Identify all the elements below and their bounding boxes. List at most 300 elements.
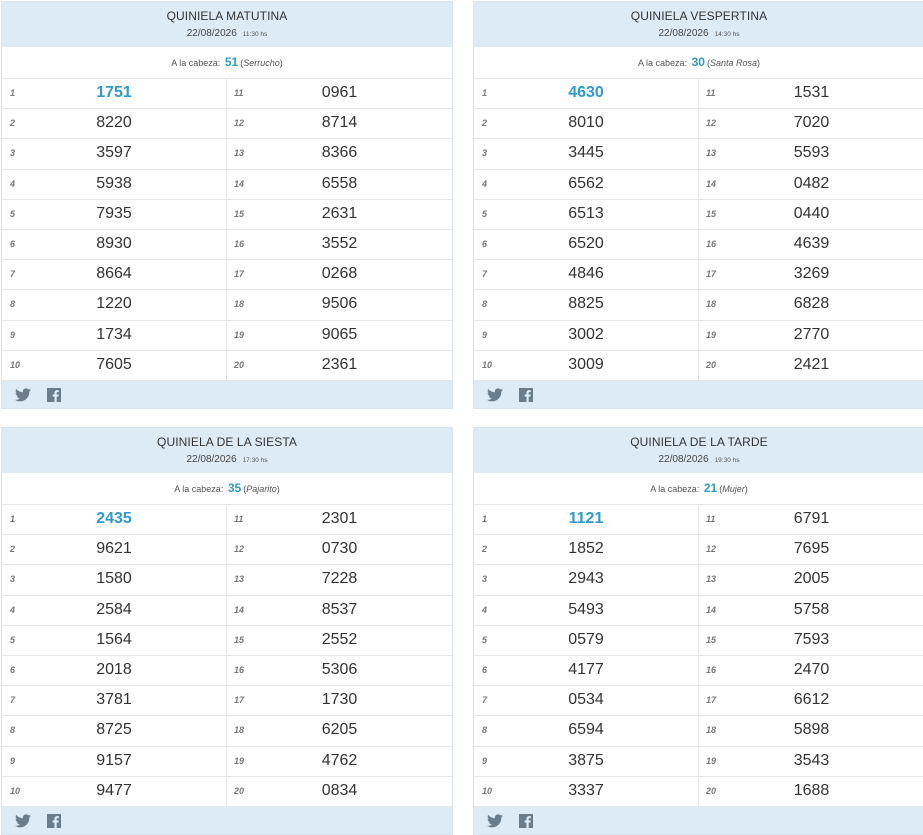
position-number: 4 bbox=[482, 178, 488, 189]
position-number: 13 bbox=[234, 148, 245, 159]
result-row bbox=[474, 626, 923, 656]
position-number: 10 bbox=[482, 785, 493, 796]
result-row bbox=[474, 170, 923, 200]
results-table bbox=[474, 505, 923, 807]
result-number: 7020 bbox=[793, 114, 830, 132]
position-number: 11 bbox=[234, 88, 244, 98]
position-number: 19 bbox=[706, 329, 717, 340]
result-cell bbox=[474, 260, 699, 289]
card-date: 22/08/2026 bbox=[186, 454, 237, 465]
result-number: 2552 bbox=[321, 630, 358, 648]
cabeza-number: 30 bbox=[691, 55, 705, 69]
result-number: 3002 bbox=[568, 325, 604, 343]
result-number: 0482 bbox=[793, 174, 830, 192]
result-cell bbox=[474, 230, 699, 259]
result-number: 6612 bbox=[793, 691, 830, 709]
result-number: 2018 bbox=[96, 660, 132, 678]
position-number: 9 bbox=[10, 329, 16, 340]
result-number: 6558 bbox=[321, 174, 358, 192]
result-row bbox=[2, 777, 452, 807]
card-hour: 11:30 hs bbox=[242, 31, 268, 38]
result-cell bbox=[2, 656, 227, 685]
result-number: 2631 bbox=[321, 204, 358, 222]
result-cell bbox=[474, 626, 699, 655]
position-number: 20 bbox=[706, 359, 717, 370]
result-row bbox=[2, 109, 452, 139]
card-title: QUINIELA MATUTINA bbox=[166, 9, 288, 23]
result-row bbox=[2, 686, 452, 716]
result-row bbox=[2, 565, 452, 595]
result-number: 9477 bbox=[96, 781, 132, 799]
result-number: 0730 bbox=[321, 540, 358, 558]
result-number: 5593 bbox=[793, 144, 830, 162]
result-cell bbox=[474, 79, 699, 108]
position-number: 18 bbox=[706, 725, 717, 736]
result-number: 3875 bbox=[568, 751, 604, 769]
result-row bbox=[2, 230, 452, 260]
facebook-icon[interactable] bbox=[519, 388, 533, 402]
position-number: 14 bbox=[234, 178, 245, 189]
result-number: 0961 bbox=[321, 84, 358, 101]
position-number: 4 bbox=[10, 604, 16, 615]
result-cell bbox=[227, 656, 452, 685]
result-cell bbox=[474, 565, 699, 594]
result-cell bbox=[227, 79, 452, 108]
result-number: 9157 bbox=[96, 751, 132, 769]
card-footer bbox=[474, 381, 923, 408]
position-number: 11 bbox=[706, 88, 716, 98]
card-header bbox=[2, 428, 452, 473]
position-number: 3 bbox=[482, 574, 488, 585]
result-row bbox=[474, 139, 923, 169]
result-cell bbox=[2, 505, 227, 534]
result-number: 4639 bbox=[793, 234, 830, 252]
position-number: 7 bbox=[482, 695, 488, 706]
result-number: 4177 bbox=[568, 660, 604, 678]
result-number: 5938 bbox=[96, 174, 132, 192]
result-cell bbox=[227, 290, 452, 319]
result-cell bbox=[227, 747, 452, 776]
position-number: 1 bbox=[10, 514, 16, 524]
result-number: 1220 bbox=[96, 295, 132, 313]
result-number: 2943 bbox=[568, 570, 604, 588]
card-title: QUINIELA DE LA TARDE bbox=[630, 435, 768, 449]
position-number: 15 bbox=[706, 634, 717, 645]
position-number: 3 bbox=[10, 574, 16, 585]
result-number: 3781 bbox=[96, 691, 132, 709]
result-number: 5306 bbox=[321, 660, 358, 678]
result-number: 4762 bbox=[321, 751, 358, 769]
result-cell bbox=[2, 290, 227, 319]
position-number: 5 bbox=[10, 634, 16, 645]
position-number: 9 bbox=[482, 755, 488, 766]
results-table bbox=[474, 79, 923, 381]
result-cell bbox=[227, 716, 452, 745]
result-number: 7935 bbox=[96, 204, 132, 222]
result-cell bbox=[2, 686, 227, 715]
result-number: 2005 bbox=[793, 570, 830, 588]
twitter-icon[interactable] bbox=[15, 814, 31, 828]
result-cell bbox=[2, 200, 227, 229]
result-cell bbox=[227, 505, 452, 534]
position-number: 16 bbox=[234, 664, 245, 675]
card-date-line bbox=[2, 28, 452, 41]
result-cell bbox=[699, 79, 923, 108]
result-number: 1564 bbox=[96, 630, 132, 648]
result-number: 4846 bbox=[568, 265, 604, 283]
result-number: 2301 bbox=[321, 510, 358, 527]
cabeza-line: A la cabeza: 30 (Santa Rosa) bbox=[474, 47, 923, 79]
position-number: 3 bbox=[10, 148, 16, 159]
result-row bbox=[474, 321, 923, 351]
position-number: 2 bbox=[10, 118, 16, 129]
result-number: 6791 bbox=[793, 510, 830, 527]
twitter-icon[interactable] bbox=[15, 388, 31, 402]
result-cell bbox=[699, 200, 923, 229]
result-number: 5898 bbox=[793, 721, 830, 739]
result-row bbox=[474, 716, 923, 746]
position-number: 17 bbox=[234, 269, 245, 280]
position-number: 20 bbox=[234, 785, 245, 796]
result-number: 3543 bbox=[793, 751, 830, 769]
result-row bbox=[2, 596, 452, 626]
card-footer bbox=[2, 381, 452, 408]
result-cell bbox=[699, 656, 923, 685]
card-header bbox=[474, 2, 923, 47]
result-number: 5758 bbox=[793, 600, 830, 618]
result-row bbox=[474, 656, 923, 686]
result-cell bbox=[699, 505, 923, 534]
result-number: 3269 bbox=[793, 265, 830, 283]
result-cell bbox=[699, 777, 923, 806]
result-number: 0834 bbox=[321, 781, 358, 799]
result-number: 8825 bbox=[568, 295, 604, 313]
result-number: 8725 bbox=[96, 721, 132, 739]
position-number: 20 bbox=[234, 359, 245, 370]
result-number: 7605 bbox=[96, 355, 132, 373]
position-number: 8 bbox=[10, 299, 16, 310]
results-table bbox=[2, 79, 452, 381]
card-date: 22/08/2026 bbox=[658, 28, 709, 39]
result-cell bbox=[227, 351, 452, 380]
result-number: 8714 bbox=[321, 114, 358, 132]
result-row bbox=[2, 139, 452, 169]
result-number: 9621 bbox=[96, 540, 132, 558]
card-title: QUINIELA VESPERTINA bbox=[630, 9, 768, 23]
position-number: 7 bbox=[10, 269, 16, 280]
result-row bbox=[2, 747, 452, 777]
results-table bbox=[2, 505, 452, 807]
position-number: 15 bbox=[234, 634, 245, 645]
result-cell bbox=[699, 626, 923, 655]
cabeza-line: A la cabeza: 51 (Serrucho) bbox=[2, 47, 452, 79]
result-cell bbox=[474, 656, 699, 685]
position-number: 13 bbox=[706, 574, 717, 585]
position-number: 2 bbox=[10, 544, 16, 555]
position-number: 4 bbox=[10, 178, 16, 189]
result-number: 8010 bbox=[568, 114, 604, 132]
position-number: 16 bbox=[706, 664, 717, 675]
result-row bbox=[474, 200, 923, 230]
result-row bbox=[474, 79, 923, 109]
result-cell bbox=[2, 626, 227, 655]
position-number: 5 bbox=[482, 634, 488, 645]
result-row bbox=[474, 260, 923, 290]
result-cell bbox=[2, 230, 227, 259]
result-cell bbox=[699, 290, 923, 319]
result-cell bbox=[227, 565, 452, 594]
position-number: 11 bbox=[234, 514, 244, 524]
result-number: 3009 bbox=[568, 355, 604, 373]
result-cell bbox=[699, 716, 923, 745]
position-number: 14 bbox=[234, 604, 245, 615]
result-row bbox=[2, 656, 452, 686]
quiniela-card-matutina bbox=[1, 1, 453, 409]
cabeza-name: Pajarito bbox=[246, 484, 277, 494]
result-number: 9506 bbox=[321, 295, 358, 313]
cabeza-line: A la cabeza: 35 (Pajarito) bbox=[2, 473, 452, 505]
quiniela-card-vespertina bbox=[473, 1, 923, 409]
result-number: 2770 bbox=[793, 325, 830, 343]
result-row bbox=[2, 626, 452, 656]
position-number: 6 bbox=[10, 664, 16, 675]
result-cell bbox=[699, 230, 923, 259]
facebook-icon[interactable] bbox=[47, 388, 61, 402]
result-row bbox=[474, 777, 923, 807]
result-number: 6513 bbox=[568, 204, 604, 222]
cabeza-name: Santa Rosa bbox=[709, 58, 757, 68]
result-row bbox=[474, 109, 923, 139]
result-cell bbox=[699, 596, 923, 625]
result-cell bbox=[227, 260, 452, 289]
card-footer bbox=[474, 807, 923, 834]
result-cell bbox=[474, 170, 699, 199]
result-number: 1580 bbox=[96, 570, 132, 588]
position-number: 6 bbox=[482, 664, 488, 675]
result-number: 3445 bbox=[568, 144, 604, 162]
position-number: 8 bbox=[482, 299, 488, 310]
position-number: 5 bbox=[482, 208, 488, 219]
result-cell bbox=[699, 535, 923, 564]
twitter-icon[interactable] bbox=[487, 814, 503, 828]
position-number: 12 bbox=[234, 544, 245, 555]
position-number: 6 bbox=[10, 238, 16, 249]
result-number: 1688 bbox=[793, 781, 830, 799]
result-cell bbox=[474, 505, 699, 534]
result-number: 1531 bbox=[793, 84, 830, 101]
twitter-icon[interactable] bbox=[487, 388, 503, 402]
position-number: 12 bbox=[234, 118, 245, 129]
result-cell bbox=[2, 260, 227, 289]
cabeza-label: A la cabeza: bbox=[171, 58, 221, 68]
result-row bbox=[2, 290, 452, 320]
result-row bbox=[474, 565, 923, 595]
result-cell bbox=[699, 139, 923, 168]
card-hour: 19:30 hs bbox=[714, 457, 740, 464]
position-number: 1 bbox=[482, 88, 488, 98]
result-cell bbox=[2, 351, 227, 380]
result-cell bbox=[699, 351, 923, 380]
card-date-line bbox=[474, 454, 923, 467]
result-number: 6594 bbox=[568, 721, 604, 739]
position-number: 9 bbox=[482, 329, 488, 340]
result-number: 0440 bbox=[793, 204, 830, 222]
result-row bbox=[474, 230, 923, 260]
card-header bbox=[474, 428, 923, 473]
result-number: 5493 bbox=[568, 600, 604, 618]
position-number: 11 bbox=[706, 514, 716, 524]
result-cell bbox=[227, 200, 452, 229]
result-row bbox=[2, 535, 452, 565]
card-header bbox=[2, 2, 452, 47]
cabeza-result-number: 4630 bbox=[568, 84, 604, 101]
position-number: 18 bbox=[706, 299, 717, 310]
card-hour: 14:30 hs bbox=[714, 31, 740, 38]
position-number: 16 bbox=[234, 238, 245, 249]
cabeza-label: A la cabeza: bbox=[174, 484, 224, 494]
position-number: 17 bbox=[706, 695, 717, 706]
result-row bbox=[474, 351, 923, 381]
result-number: 1852 bbox=[568, 540, 604, 558]
result-cell bbox=[474, 321, 699, 350]
result-cell bbox=[699, 321, 923, 350]
result-number: 7695 bbox=[793, 540, 830, 558]
card-date: 22/08/2026 bbox=[658, 454, 709, 465]
result-cell bbox=[699, 565, 923, 594]
result-row bbox=[2, 170, 452, 200]
result-number: 2361 bbox=[321, 355, 358, 373]
result-cell bbox=[2, 565, 227, 594]
position-number: 7 bbox=[482, 269, 488, 280]
position-number: 8 bbox=[10, 725, 16, 736]
result-number: 3337 bbox=[568, 781, 604, 799]
result-cell bbox=[699, 109, 923, 138]
result-number: 8537 bbox=[321, 600, 358, 618]
position-number: 17 bbox=[234, 695, 245, 706]
position-number: 19 bbox=[234, 755, 245, 766]
result-number: 8366 bbox=[321, 144, 358, 162]
position-number: 20 bbox=[706, 785, 717, 796]
position-number: 19 bbox=[706, 755, 717, 766]
result-cell bbox=[474, 716, 699, 745]
result-number: 0579 bbox=[568, 630, 604, 648]
position-number: 5 bbox=[10, 208, 16, 219]
cabeza-number: 21 bbox=[703, 481, 718, 495]
result-cell bbox=[699, 747, 923, 776]
result-cell bbox=[227, 139, 452, 168]
position-number: 9 bbox=[10, 755, 16, 766]
result-row bbox=[474, 505, 923, 535]
result-cell bbox=[474, 351, 699, 380]
card-date-line bbox=[2, 454, 452, 467]
cabeza-result-number: 1751 bbox=[96, 84, 132, 101]
result-number: 7593 bbox=[793, 630, 830, 648]
result-cell bbox=[227, 321, 452, 350]
result-row bbox=[474, 535, 923, 565]
result-number: 6520 bbox=[568, 234, 604, 252]
card-date: 22/08/2026 bbox=[186, 28, 237, 39]
card-footer bbox=[2, 807, 452, 834]
position-number: 8 bbox=[482, 725, 488, 736]
result-cell bbox=[227, 170, 452, 199]
result-number: 3552 bbox=[321, 234, 358, 252]
cabeza-label: A la cabeza: bbox=[638, 58, 688, 68]
result-row bbox=[2, 79, 452, 109]
result-cell bbox=[227, 626, 452, 655]
result-number: 6828 bbox=[793, 295, 830, 313]
card-hour: 17:30 hs bbox=[242, 457, 268, 464]
result-number: 3597 bbox=[96, 144, 132, 162]
result-cell bbox=[474, 139, 699, 168]
result-cell bbox=[227, 596, 452, 625]
position-number: 10 bbox=[10, 359, 21, 370]
position-number: 13 bbox=[234, 574, 245, 585]
facebook-icon[interactable] bbox=[47, 814, 61, 828]
result-number: 9065 bbox=[321, 325, 358, 343]
result-number: 7228 bbox=[321, 570, 358, 588]
result-cell bbox=[2, 79, 227, 108]
cabeza-name: Mujer bbox=[722, 484, 745, 494]
cabeza-line: A la cabeza: 21 (Mujer) bbox=[474, 473, 923, 505]
position-number: 12 bbox=[706, 544, 717, 555]
position-number: 7 bbox=[10, 695, 16, 706]
result-row bbox=[2, 321, 452, 351]
position-number: 17 bbox=[706, 269, 717, 280]
cabeza-result-number: 2435 bbox=[96, 510, 132, 527]
result-row bbox=[2, 260, 452, 290]
position-number: 1 bbox=[482, 514, 488, 524]
result-number: 8930 bbox=[96, 234, 132, 252]
result-cell bbox=[2, 139, 227, 168]
result-cell bbox=[474, 596, 699, 625]
cabeza-result-number: 1121 bbox=[568, 510, 604, 527]
position-number: 3 bbox=[482, 148, 488, 159]
result-cell bbox=[227, 535, 452, 564]
result-number: 0268 bbox=[321, 265, 358, 283]
result-cell bbox=[2, 777, 227, 806]
position-number: 6 bbox=[482, 238, 488, 249]
result-number: 1734 bbox=[96, 325, 132, 343]
position-number: 10 bbox=[482, 359, 493, 370]
result-number: 1730 bbox=[321, 691, 358, 709]
result-row bbox=[474, 686, 923, 716]
position-number: 1 bbox=[10, 88, 16, 98]
position-number: 16 bbox=[706, 238, 717, 249]
result-cell bbox=[227, 230, 452, 259]
result-row bbox=[2, 505, 452, 535]
result-cell bbox=[699, 170, 923, 199]
result-row bbox=[474, 290, 923, 320]
result-cell bbox=[2, 321, 227, 350]
result-row bbox=[2, 716, 452, 746]
card-title: QUINIELA DE LA SIESTA bbox=[157, 435, 297, 449]
result-number: 8220 bbox=[96, 114, 132, 132]
position-number: 18 bbox=[234, 299, 245, 310]
result-cell bbox=[699, 260, 923, 289]
result-cell bbox=[474, 535, 699, 564]
result-number: 6562 bbox=[568, 174, 604, 192]
result-number: 0534 bbox=[568, 691, 604, 709]
result-cell bbox=[227, 777, 452, 806]
result-cell bbox=[474, 777, 699, 806]
position-number: 19 bbox=[234, 329, 245, 340]
cabeza-label: A la cabeza: bbox=[650, 484, 700, 494]
position-number: 15 bbox=[234, 208, 245, 219]
result-cell bbox=[2, 596, 227, 625]
facebook-icon[interactable] bbox=[519, 814, 533, 828]
cabeza-name: Serrucho bbox=[243, 58, 280, 68]
result-number: 2421 bbox=[793, 355, 830, 373]
